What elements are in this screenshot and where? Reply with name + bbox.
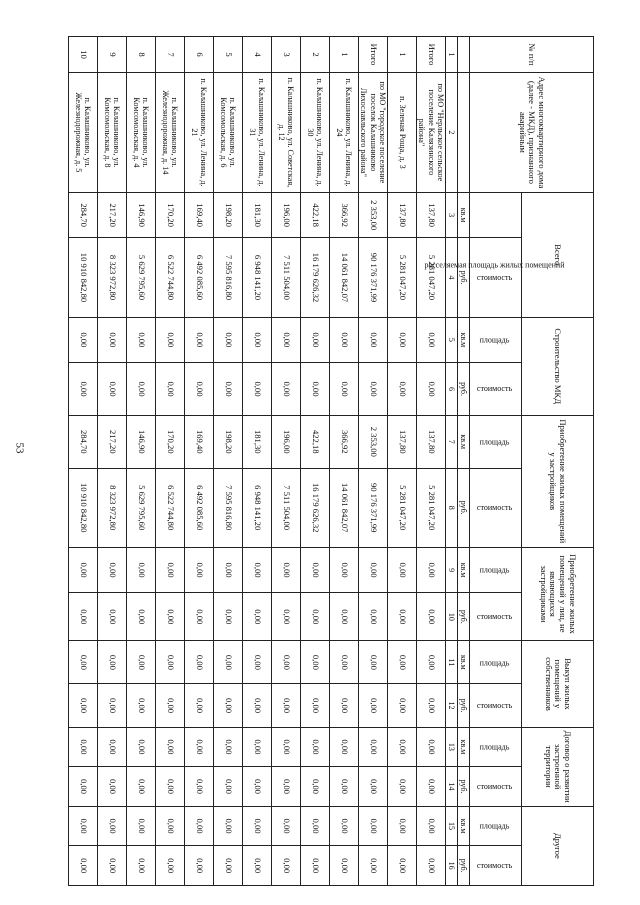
row-value: 0,00 (243, 363, 272, 416)
unit-cell: кв.м (458, 547, 470, 593)
row-value: 0,00 (127, 846, 156, 886)
column-number-cell: 11 (446, 641, 458, 684)
row-number: 3 (272, 37, 301, 73)
sub-area: площадь (470, 727, 522, 767)
row-value: 6 948 141,20 (243, 238, 272, 317)
row-value: 422,18 (301, 415, 330, 468)
row-value: 0,00 (359, 593, 388, 641)
row-value: 0,00 (156, 806, 185, 846)
row-value: 0,00 (330, 727, 359, 767)
row-value: 0,00 (359, 727, 388, 767)
row-value: 0,00 (214, 641, 243, 684)
row-value: 198,20 (214, 192, 243, 238)
row-value: 0,00 (156, 684, 185, 727)
unit-cell: кв.м (458, 317, 470, 363)
header-address: Адрес многоквартирного дома (далее - МКД), признанного аварийным (470, 72, 594, 192)
row-value: 0,00 (359, 767, 388, 807)
row-address: п. Калашниково, ул. Ленина, д. 24 (330, 72, 359, 192)
unit-cell: кв.м (458, 641, 470, 684)
row-value: 0,00 (417, 727, 446, 767)
row-value: 0,00 (301, 641, 330, 684)
column-number-cell: 7 (446, 415, 458, 468)
table-row (185, 37, 214, 886)
row-value: 5 281 047,20 (417, 468, 446, 547)
row-value: 0,00 (156, 767, 185, 807)
row-value: 0,00 (185, 727, 214, 767)
row-value: 284,70 (69, 192, 98, 238)
row-value: 146,90 (127, 415, 156, 468)
row-address: п. Калашниково, ул. Советская, д. 12 (272, 72, 301, 192)
row-value: 0,00 (330, 846, 359, 886)
row-value: 0,00 (330, 806, 359, 846)
table-row (156, 37, 185, 886)
sub-area: площадь (470, 547, 522, 593)
row-value: 0,00 (301, 727, 330, 767)
column-number-cell: 1 (446, 37, 458, 73)
row-number: 10 (69, 37, 98, 73)
row-value: 0,00 (98, 641, 127, 684)
table-row (417, 37, 446, 886)
row-value: 0,00 (417, 593, 446, 641)
row-value: 0,00 (272, 363, 301, 416)
row-value: 366,92 (330, 192, 359, 238)
row-value: 5 629 795,60 (127, 468, 156, 547)
row-value: 0,00 (272, 593, 301, 641)
row-value: 0,00 (330, 363, 359, 416)
row-value: 137,80 (388, 192, 417, 238)
row-value: 0,00 (301, 846, 330, 886)
row-value: 5 281 047,20 (388, 238, 417, 317)
row-value: 366,92 (330, 415, 359, 468)
row-value: 10 910 842,80 (69, 238, 98, 317)
row-value: 0,00 (330, 767, 359, 807)
header-no: № п/п (470, 37, 594, 73)
row-value: 90 176 371,99 (359, 468, 388, 547)
row-value: 0,00 (214, 767, 243, 807)
unit-cell (458, 37, 470, 73)
row-number: 1 (388, 37, 417, 73)
column-number-cell: 14 (446, 767, 458, 807)
row-value: 217,20 (98, 415, 127, 468)
row-value: 0,00 (156, 641, 185, 684)
unit-cell: руб. (458, 767, 470, 807)
column-number-cell: 12 (446, 684, 458, 727)
unit-cell: кв.м (458, 192, 470, 238)
row-value: 0,00 (301, 767, 330, 807)
row-number: Итого (417, 37, 446, 73)
row-value: 0,00 (69, 767, 98, 807)
column-number-cell: 3 (446, 192, 458, 238)
row-value: 0,00 (185, 641, 214, 684)
row-value: 0,00 (156, 727, 185, 767)
row-value: 0,00 (388, 727, 417, 767)
row-value: 0,00 (156, 547, 185, 593)
row-value: 137,80 (417, 192, 446, 238)
row-address: по МО "Нерльское сельское поселение Калязинского района" (417, 72, 446, 192)
row-value: 0,00 (156, 846, 185, 886)
row-value: 170,20 (156, 192, 185, 238)
row-value: 0,00 (127, 727, 156, 767)
row-value: 8 323 972,80 (98, 238, 127, 317)
row-value: 0,00 (417, 846, 446, 886)
row-value: 0,00 (243, 593, 272, 641)
row-value: 0,00 (156, 593, 185, 641)
column-number-cell: 9 (446, 547, 458, 593)
header-contract: Договор о развитии застроенной территории (522, 727, 594, 806)
table-row (243, 37, 272, 886)
row-value: 14 061 842,07 (330, 238, 359, 317)
column-number-cell: 8 (446, 468, 458, 547)
row-value: 217,20 (98, 192, 127, 238)
row-value: 0,00 (359, 317, 388, 363)
row-value: 0,00 (214, 547, 243, 593)
row-value: 0,00 (243, 767, 272, 807)
row-value: 0,00 (388, 767, 417, 807)
row-value: 0,00 (127, 363, 156, 416)
row-value: 0,00 (185, 846, 214, 886)
row-value: 0,00 (156, 363, 185, 416)
row-value: 0,00 (185, 767, 214, 807)
row-value: 0,00 (98, 363, 127, 416)
row-value: 146,90 (127, 192, 156, 238)
row-value: 0,00 (301, 363, 330, 416)
units-row (458, 37, 470, 886)
row-value: 0,00 (127, 641, 156, 684)
table-row (330, 37, 359, 886)
row-value: 0,00 (98, 317, 127, 363)
row-value: 0,00 (98, 806, 127, 846)
column-number-cell: 6 (446, 363, 458, 416)
row-number: 4 (243, 37, 272, 73)
row-value: 137,80 (388, 415, 417, 468)
row-value: 0,00 (330, 547, 359, 593)
row-value: 0,00 (359, 547, 388, 593)
row-value: 0,00 (127, 547, 156, 593)
row-value: 0,00 (359, 806, 388, 846)
row-value: 0,00 (98, 547, 127, 593)
unit-cell (458, 72, 470, 192)
unit-cell: руб. (458, 468, 470, 547)
sub-area: площадь (470, 317, 522, 363)
unit-cell: кв.м (458, 806, 470, 846)
row-value: 0,00 (243, 846, 272, 886)
header-buy-other: Приобретение жилых помещений у лиц, не являющихся застройщиками (522, 547, 594, 641)
row-value: 422,18 (301, 192, 330, 238)
row-value: 0,00 (301, 593, 330, 641)
row-value: 7 511 504,00 (272, 238, 301, 317)
unit-cell: кв.м (458, 415, 470, 468)
row-value: 0,00 (214, 684, 243, 727)
row-value: 0,00 (98, 593, 127, 641)
row-value: 0,00 (185, 363, 214, 416)
row-value: 0,00 (185, 806, 214, 846)
row-number: Итого (359, 37, 388, 73)
row-value: 0,00 (214, 727, 243, 767)
sub-cost: стоимость (470, 238, 522, 317)
row-value: 284,70 (69, 415, 98, 468)
row-value: 0,00 (69, 727, 98, 767)
unit-cell: руб. (458, 238, 470, 317)
row-value: 0,00 (388, 684, 417, 727)
row-value: 0,00 (243, 641, 272, 684)
row-value: 0,00 (185, 317, 214, 363)
row-value: 0,00 (330, 641, 359, 684)
row-value: 0,00 (98, 727, 127, 767)
sub-cost: стоимость (470, 593, 522, 641)
row-value: 0,00 (359, 363, 388, 416)
row-address: п. Калашниково, ул. Ленина, д. 21 (185, 72, 214, 192)
table-row (388, 37, 417, 886)
row-value: 0,00 (417, 806, 446, 846)
row-value: 198,20 (214, 415, 243, 468)
row-value: 181,30 (243, 192, 272, 238)
row-address: п. Зеленая Роща, д. 3 (388, 72, 417, 192)
row-value: 0,00 (127, 684, 156, 727)
row-value: 0,00 (272, 846, 301, 886)
row-value: 0,00 (359, 641, 388, 684)
header-other: Другое (522, 806, 594, 885)
row-value: 0,00 (272, 727, 301, 767)
table-row (301, 37, 330, 886)
row-value: 137,80 (417, 415, 446, 468)
row-value: 0,00 (388, 593, 417, 641)
row-number: 1 (330, 37, 359, 73)
row-number: 6 (185, 37, 214, 73)
row-value: 0,00 (417, 641, 446, 684)
row-value: 6 948 141,20 (243, 468, 272, 547)
row-value: 6 522 744,80 (156, 468, 185, 547)
unit-cell: кв.м (458, 727, 470, 767)
header-build: Строительство МКД (522, 317, 594, 415)
table-row (69, 37, 98, 886)
page-number: 53 (13, 442, 26, 454)
row-value: 0,00 (301, 806, 330, 846)
rotated-table-container (74, 36, 594, 886)
sub-area: площадь (470, 641, 522, 684)
row-value: 0,00 (214, 846, 243, 886)
row-value: 0,00 (243, 317, 272, 363)
row-address: п. Калашниково, ул. Ленина, д. 30 (301, 72, 330, 192)
header-buyout: Выкуп жилых помещений у собственников (522, 641, 594, 727)
row-value: 0,00 (214, 363, 243, 416)
row-value: 0,00 (417, 684, 446, 727)
row-value: 0,00 (69, 684, 98, 727)
row-value: 0,00 (301, 547, 330, 593)
row-address: п. Калашниково, ул. Железнодорожная, д. 5 (69, 72, 98, 192)
row-value: 196,00 (272, 192, 301, 238)
row-value: 0,00 (69, 547, 98, 593)
sub-cost: стоимость (470, 767, 522, 807)
row-value: 0,00 (214, 806, 243, 846)
row-value: 0,00 (243, 684, 272, 727)
column-numbers-row (446, 37, 458, 886)
row-value: 0,00 (388, 363, 417, 416)
row-value: 5 281 047,20 (417, 238, 446, 317)
row-value: 169,40 (185, 415, 214, 468)
column-number-cell: 10 (446, 593, 458, 641)
row-value: 0,00 (185, 593, 214, 641)
row-value: 0,00 (272, 684, 301, 727)
row-value: 181,30 (243, 415, 272, 468)
row-value: 0,00 (69, 317, 98, 363)
row-value: 0,00 (214, 317, 243, 363)
row-address: п. Калашниково, ул. Комсомольская, д. 4 (127, 72, 156, 192)
column-number-cell: 4 (446, 238, 458, 317)
row-value: 0,00 (388, 547, 417, 593)
row-value: 0,00 (69, 363, 98, 416)
row-value: 0,00 (388, 317, 417, 363)
row-value: 0,00 (388, 806, 417, 846)
row-value: 0,00 (69, 593, 98, 641)
row-value: 0,00 (417, 363, 446, 416)
row-value: 196,00 (272, 415, 301, 468)
row-value: 14 061 842,07 (330, 468, 359, 547)
sub-area: площадь (470, 806, 522, 846)
row-value: 0,00 (330, 593, 359, 641)
column-number-cell: 5 (446, 317, 458, 363)
row-value: 0,00 (127, 806, 156, 846)
row-value: 0,00 (214, 593, 243, 641)
table-row (359, 37, 388, 886)
table-row (98, 37, 127, 886)
row-value: 8 323 972,80 (98, 468, 127, 547)
row-value: 6 492 085,60 (185, 468, 214, 547)
row-value: 0,00 (243, 547, 272, 593)
row-value: 0,00 (243, 727, 272, 767)
row-number: 2 (301, 37, 330, 73)
row-value: 0,00 (417, 767, 446, 807)
header-buy-dev: Приобретение жилых помещений у застройщиков (522, 415, 594, 547)
row-value: 16 179 626,32 (301, 238, 330, 317)
row-value: 0,00 (127, 767, 156, 807)
sub-cost: стоимость (470, 468, 522, 547)
row-value: 0,00 (185, 547, 214, 593)
sub-cost: стоимость (470, 363, 522, 416)
column-number-cell: 15 (446, 806, 458, 846)
column-number-cell: 13 (446, 727, 458, 767)
row-value: 0,00 (330, 684, 359, 727)
row-value: 0,00 (272, 806, 301, 846)
row-value: 0,00 (417, 547, 446, 593)
row-value: 5 629 795,60 (127, 238, 156, 317)
row-value: 10 910 842,80 (69, 468, 98, 547)
unit-cell: руб. (458, 684, 470, 727)
resettlement-table (68, 36, 594, 886)
row-address: п. Калашниково, ул. Железнодорожная, д. 14 (156, 72, 185, 192)
row-value: 0,00 (388, 846, 417, 886)
header-total: Всего (522, 192, 594, 317)
row-number: 5 (214, 37, 243, 73)
sub-area: площадь (470, 415, 522, 468)
row-value: 0,00 (272, 317, 301, 363)
row-value: 0,00 (185, 684, 214, 727)
row-value: 0,00 (388, 641, 417, 684)
row-value: 0,00 (156, 317, 185, 363)
column-number-cell: 2 (446, 72, 458, 192)
row-value: 0,00 (69, 846, 98, 886)
row-number: 8 (127, 37, 156, 73)
row-value: 0,00 (69, 806, 98, 846)
row-value: 0,00 (359, 684, 388, 727)
table-body (69, 37, 446, 886)
row-value: 0,00 (330, 317, 359, 363)
table-row (272, 37, 301, 886)
row-value: 0,00 (301, 684, 330, 727)
row-value: 0,00 (417, 317, 446, 363)
row-value: 169,40 (185, 192, 214, 238)
row-address: по МО "городское поселение поселок Калашниково Лихославльского района" (359, 72, 388, 192)
row-address: п. Калашниково, ул. Ленина, д. 31 (243, 72, 272, 192)
row-value: 0,00 (272, 767, 301, 807)
row-value: 0,00 (301, 317, 330, 363)
row-value: 90 176 371,99 (359, 238, 388, 317)
row-value: 0,00 (98, 684, 127, 727)
row-value: 2 353,00 (359, 415, 388, 468)
row-value: 16 179 626,32 (301, 468, 330, 547)
row-address: п. Калашниково, ул. Комсомольская, д. 6 (214, 72, 243, 192)
row-number: 9 (98, 37, 127, 73)
unit-cell: руб. (458, 846, 470, 886)
row-value: 7 595 816,80 (214, 238, 243, 317)
sub-cost: стоимость (470, 846, 522, 886)
unit-cell: руб. (458, 363, 470, 416)
table-row (127, 37, 156, 886)
row-value: 0,00 (272, 547, 301, 593)
row-address: п. Калашниково, ул. Комсомольская, д. 8 (98, 72, 127, 192)
row-value: 0,00 (359, 846, 388, 886)
row-value: 0,00 (127, 317, 156, 363)
row-value: 0,00 (98, 767, 127, 807)
row-value: 7 511 504,00 (272, 468, 301, 547)
row-value: 170,20 (156, 415, 185, 468)
unit-cell: руб. (458, 593, 470, 641)
row-value: 0,00 (98, 846, 127, 886)
table-row (214, 37, 243, 886)
sub-cost: стоимость (470, 684, 522, 727)
column-number-cell: 16 (446, 846, 458, 886)
row-value: 0,00 (69, 641, 98, 684)
row-value: 2 353,00 (359, 192, 388, 238)
row-number: 7 (156, 37, 185, 73)
sub-resettled-area: расселяемая площадь жилых помещений (470, 192, 522, 238)
row-value: 0,00 (243, 806, 272, 846)
row-value: 7 595 816,80 (214, 468, 243, 547)
row-value: 0,00 (272, 641, 301, 684)
row-value: 0,00 (127, 593, 156, 641)
row-value: 6 522 744,80 (156, 238, 185, 317)
row-value: 5 281 047,20 (388, 468, 417, 547)
row-value: 6 492 085,60 (185, 238, 214, 317)
